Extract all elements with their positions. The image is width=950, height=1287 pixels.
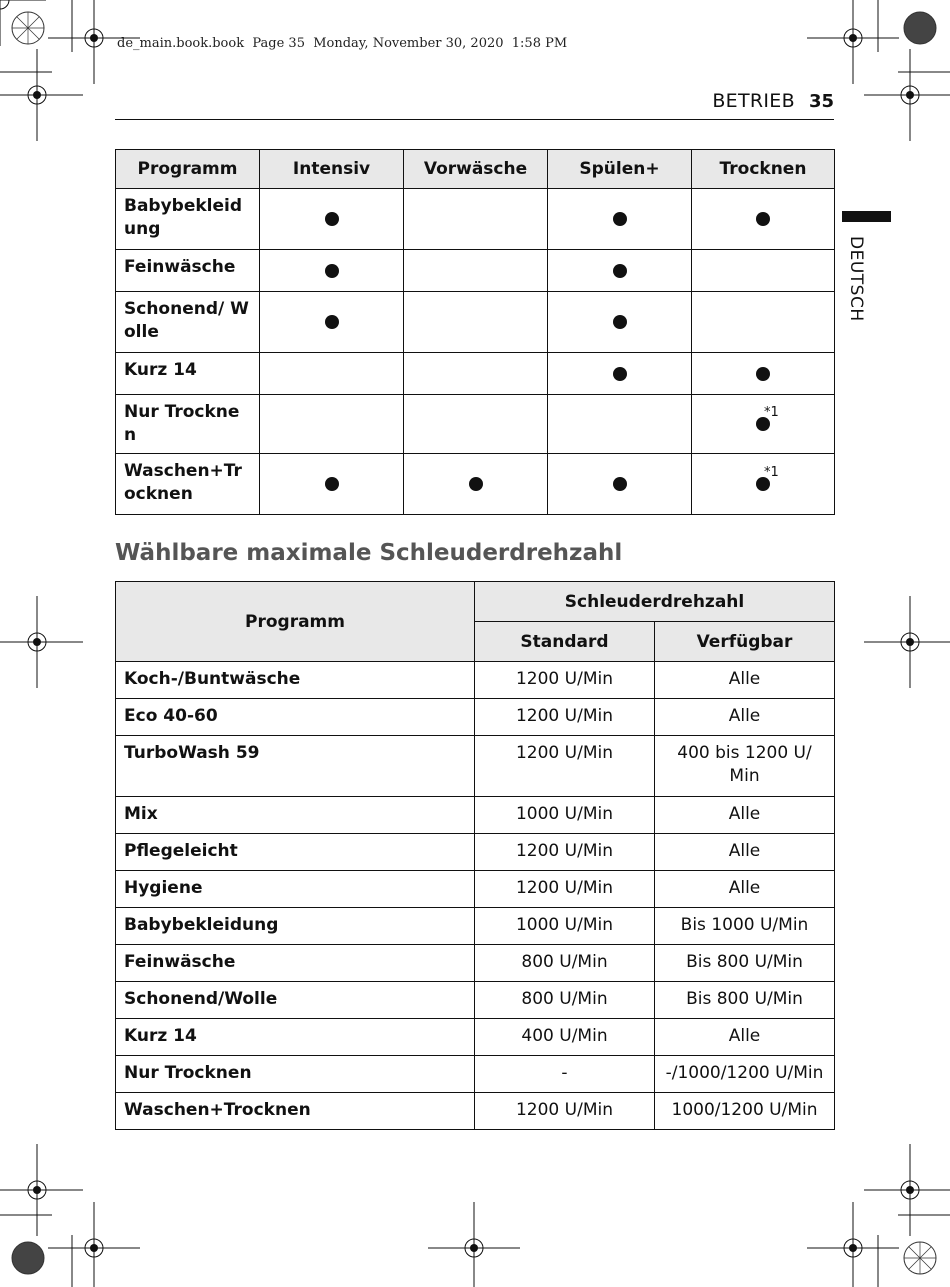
column-header: Intensiv [260,150,404,189]
standard-speed-cell: 1200 U/Min [475,834,655,871]
option-cell [548,189,692,250]
program-name-cell: Waschen+Trocknen [116,454,260,515]
program-name-cell: Kurz 14 [116,353,260,395]
options-table-row [116,250,835,292]
spin-table-row [116,662,835,699]
language-tab-label: DEUTSCH [846,236,866,322]
spin-table-header-row [116,582,835,622]
options-table-row [116,189,835,250]
spin-table-row [116,699,835,736]
footnote-marker: *1 [764,465,779,480]
program-name-cell: Hygiene [116,871,475,908]
option-available-dot [613,364,627,384]
filled-dot-icon [613,264,627,278]
filled-dot-icon [756,367,770,381]
spin-table-body [116,662,835,1130]
option-cell [260,454,404,515]
filled-dot-icon [325,212,339,226]
option-cell [260,395,404,454]
option-available-dot [325,312,339,332]
options-table-row [116,454,835,515]
option-cell [260,292,404,353]
filled-dot-icon [325,264,339,278]
available-speed-cell: -/1000/1200 U/Min [655,1056,835,1093]
option-available-dot [325,209,339,229]
option-cell [548,250,692,292]
options-table-body [116,189,835,515]
option-cell [548,353,692,395]
header-rule [115,119,834,120]
option-available-dot [756,364,770,384]
filled-dot-icon [613,315,627,329]
option-cell [260,250,404,292]
filled-dot-icon [469,477,483,491]
spin-table-row [116,736,835,797]
available-speed-cell: Alle [655,797,835,834]
program-name-cell: Koch-/Buntwäsche [116,662,475,699]
option-cell [548,292,692,353]
available-speed-cell: 400 bis 1200 U/ Min [655,736,835,797]
standard-speed-cell: 800 U/Min [475,945,655,982]
program-name-cell: Feinwäsche [116,945,475,982]
section-title: Wählbare maximale Schleuderdrehzahl [115,540,623,566]
available-speed-cell: Bis 800 U/Min [655,982,835,1019]
spin-table-row [116,908,835,945]
option-available-dot [613,209,627,229]
footnote-marker: *1 [764,405,779,420]
column-header: Programm [116,150,260,189]
standard-speed-cell: 1200 U/Min [475,736,655,797]
options-table-header-row [116,150,835,189]
standard-speed-cell: 1000 U/Min [475,908,655,945]
filled-dot-icon [756,212,770,226]
option-cell [692,454,835,515]
standard-speed-cell: 1200 U/Min [475,699,655,736]
standard-speed-cell: 1200 U/Min [475,662,655,699]
column-header: Trocknen [692,150,835,189]
options-table-row [116,353,835,395]
option-cell [548,454,692,515]
column-header: Vorwäsche [404,150,548,189]
option-cell [692,250,835,292]
option-cell [404,189,548,250]
spin-table-row [116,1019,835,1056]
available-speed-cell: Bis 800 U/Min [655,945,835,982]
available-speed-cell: Bis 1000 U/Min [655,908,835,945]
program-name-cell: Eco 40-60 [116,699,475,736]
option-cell [404,395,548,454]
header-section-title: BETRIEB [712,90,795,112]
option-cell [404,292,548,353]
option-available-dot [469,474,483,494]
filled-dot-icon [613,367,627,381]
spin-table-row [116,982,835,1019]
program-name-cell: Mix [116,797,475,834]
standard-speed-cell: 800 U/Min [475,982,655,1019]
available-speed-cell: Alle [655,662,835,699]
program-name-cell: TurboWash 59 [116,736,475,797]
option-available-dot [613,474,627,494]
option-available-dot [325,261,339,281]
column-header: Standard [475,622,655,662]
page-header [115,90,834,112]
spin-table-row [116,834,835,871]
spin-table-row [116,1093,835,1130]
column-header: Programm [116,582,475,662]
spin-table-row [116,1056,835,1093]
options-table [115,149,835,515]
program-name-cell: Babybekleidung [116,189,260,250]
option-available-dot [756,465,779,494]
available-speed-cell: Alle [655,871,835,908]
program-name-cell: Nur Trocknen [116,1056,475,1093]
option-cell [404,353,548,395]
option-cell [692,292,835,353]
program-name-cell: Babybekleidung [116,908,475,945]
standard-speed-cell: 1200 U/Min [475,871,655,908]
option-cell [692,395,835,454]
option-available-dot [613,312,627,332]
filled-dot-icon [325,315,339,329]
print-info-line: de_main.book.book Page 35 Monday, November 30, 2020 1:58 PM [117,36,568,51]
option-available-dot [756,405,779,434]
option-cell [548,395,692,454]
spin-table-row [116,797,835,834]
option-cell [260,353,404,395]
option-available-dot [325,474,339,494]
column-group-header: Schleuderdrehzahl [475,582,835,622]
available-speed-cell: Alle [655,1019,835,1056]
standard-speed-cell: - [475,1056,655,1093]
spin-speed-table [115,581,835,1130]
option-cell [692,189,835,250]
option-cell [404,250,548,292]
option-available-dot [613,261,627,281]
program-name-cell: Kurz 14 [116,1019,475,1056]
spin-table-row [116,871,835,908]
available-speed-cell: Alle [655,699,835,736]
option-cell [260,189,404,250]
filled-dot-icon [613,477,627,491]
available-speed-cell: 1000/1200 U/Min [655,1093,835,1130]
filled-dot-icon [325,477,339,491]
program-name-cell: Schonend/Wolle [116,982,475,1019]
options-table-row [116,292,835,353]
column-header: Spülen+ [548,150,692,189]
option-cell [404,454,548,515]
program-name-cell: Waschen+Trocknen [116,1093,475,1130]
option-cell [692,353,835,395]
standard-speed-cell: 1000 U/Min [475,797,655,834]
standard-speed-cell: 1200 U/Min [475,1093,655,1130]
program-name-cell: Nur Trocknen [116,395,260,454]
program-name-cell: Pflegeleicht [116,834,475,871]
spin-table-row [116,945,835,982]
program-name-cell: Feinwäsche [116,250,260,292]
standard-speed-cell: 400 U/Min [475,1019,655,1056]
page-number: 35 [808,91,834,112]
filled-dot-icon [613,212,627,226]
available-speed-cell: Alle [655,834,835,871]
option-available-dot [756,209,770,229]
program-name-cell: Schonend/ Wolle [116,292,260,353]
options-table-row [116,395,835,454]
column-header: Verfügbar [655,622,835,662]
language-tab-marker [842,211,891,222]
